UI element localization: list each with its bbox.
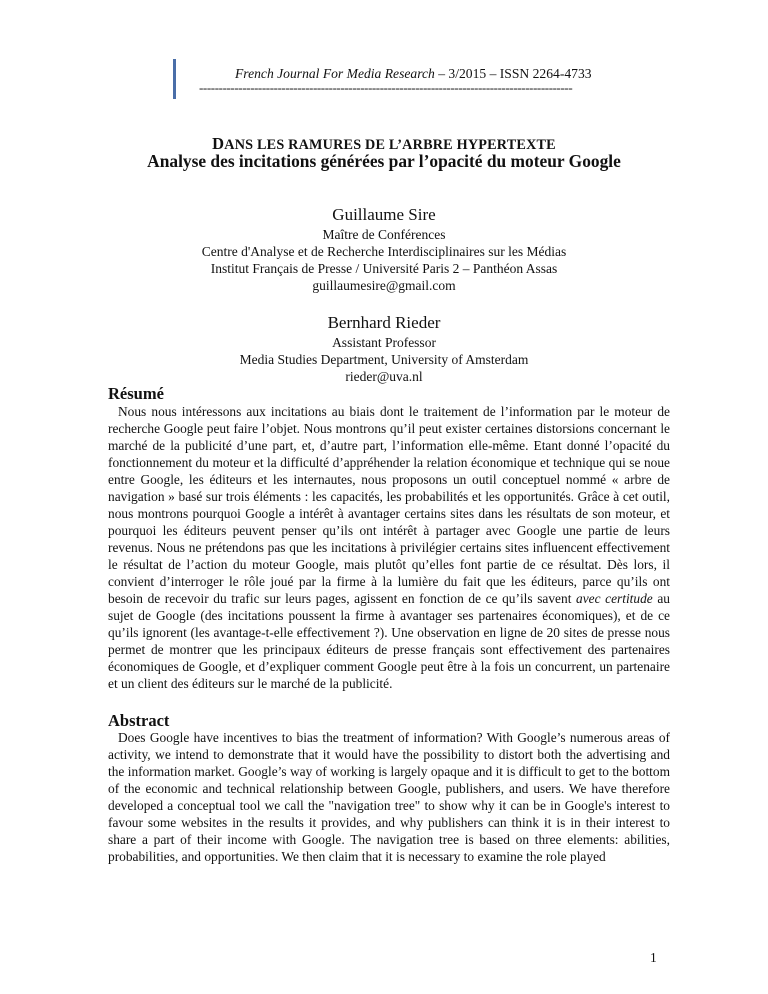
author-name-2: Bernhard Rieder [327,313,441,332]
title-line-1: DANS LES RAMURES DE L’ARBRE HYPERTEXTE [212,134,556,153]
author1-email: guillaumesire@gmail.com [312,278,456,293]
author1-position: Maître de Conférences [322,227,446,242]
journal-title: French Journal For Media Research [235,66,435,81]
abstract-paragraph: Does Google have incentives to bias the treatment of information? With Google’s numerous areas of activity, we intend to demonstrate that it would have the possibility to distort both the advertising and the information market. Google’s way of working is largely opaque and it is difficult to get to the bottom of the economic and technical relationship between Google, publishers, and users. We have therefore developed a conceptual tool we call the "navigation tree" to show why it can be in Google's interest to favour some websites in the results it provides, and why publishers can think it is in their interest to share a part of their income with Google. The navigation tree is based on three elements: abilities, probabilities, and opportunities. We then claim that it is necessary to examine the role played [108,730,670,864]
author-affiliation-1 [0,226,768,294]
resume-heading: Résumé [108,384,164,403]
header-accent-bar [173,59,176,99]
author2-email: rieder@uva.nl [345,369,423,384]
author1-lab: Centre d'Analyse et de Recherche Interdisciplinaires sur les Médias [201,244,567,259]
author2-position: Assistant Professor [332,335,436,350]
author-name-1: Guillaume Sire [332,205,436,224]
abstract-heading: Abstract [108,711,170,730]
journal-issue: – 3/2015 – ISSN 2264-4733 [434,66,592,81]
author-affiliation-2 [0,334,768,385]
resume-paragraph: Nous nous intéressons aux incitations au biais dont le traitement de l’information par le moteur de recherche Google peut faire l’objet. Nous montrons qu’il peut exister certaines distorsions concernant le marché de la publicité d’une part, et, d’autre part, l’information elle-même. Etant donné l’opacité du fonctionnement du moteur et la difficulté d’appréhender la relation économique et technique qui se noue entre Google, les éditeurs et les internautes, nous proposons un outil conceptuel nommé « arbre de navigation » basé sur trois éléments : les capacités, les probabilités et les opportunités. Grâce à cet outil, nous montrons pourquoi Google a intérêt à avantager certains sites dans les résultats de son moteur, et pourquoi les éditeurs peuvent penser qu’ils ont intérêt à partager avec Google une partie de leurs revenus. Nous ne prétendons pas que les incitations à privilégier certains sites influencent effectivement le résultat de l’action du moteur Google, mais plutôt qu’elles font partie de ce résultat. Dès lors, il convient d’interroger le rôle joué par la firme à la lumière du fait que les éditeurs, parce qu’ils ont besoin de recevoir du trafic sur leurs pages, agissent en fonction de ce qu’ils savent avec certitude au sujet de Google (des incitations poussent la firme à avantager ses partenaires économiques), et de ce qu’ils ignorent (les avantage-t-elle effectivement ?). Une observation en ligne de 20 sites de presse nous permet de montrer que les principaux éditeurs de presse français sont effectivement des partenaires économiques de Google, et d’expliquer comment Google peut être à la fois un concurrent, un partenaire et un client des éditeurs sur le marché de la publicité. [108,404,670,691]
author2-department: Media Studies Department, University of Amsterdam [239,352,529,367]
title-line-2: Analyse des incitations générées par l’opacité du moteur Google [147,151,621,171]
page-number: 1 [650,950,657,965]
header-rule: ----------------------------------------------------------------------------------------------- [199,80,573,95]
author1-institution: Institut Français de Presse / Université Paris 2 – Panthéon Assas [210,261,558,276]
